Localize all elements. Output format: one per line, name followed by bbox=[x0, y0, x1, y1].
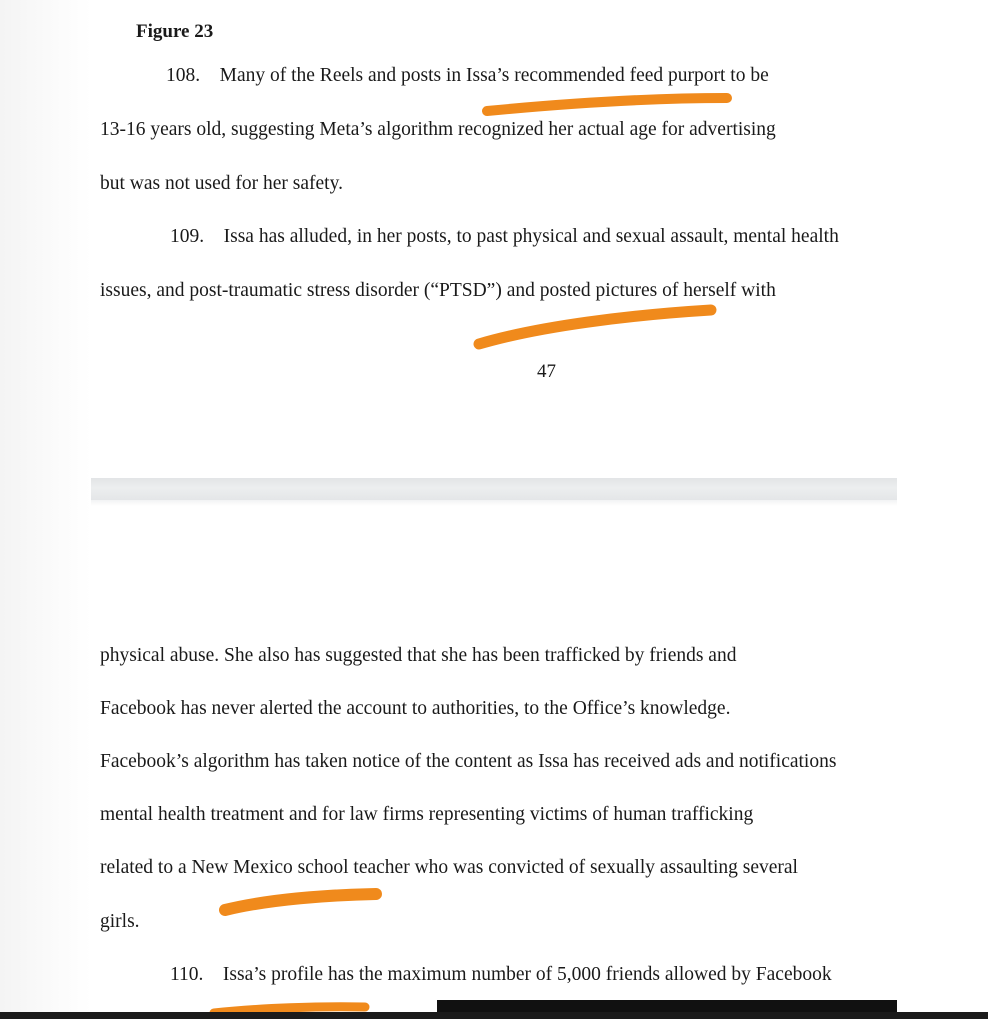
paragraph-109-line-1: 109. Issa has alluded, in her posts, to past physical and sexual assault, mental health bbox=[170, 226, 839, 247]
paragraph-108-line-2: 13-16 years old, suggesting Meta’s algorithm recognized her actual age for advertising bbox=[100, 119, 776, 140]
continuation-line-4: mental health treatment and for law firms representing victims of human trafficking bbox=[100, 804, 754, 825]
paragraph-110-line-1: 110. Issa’s profile has the maximum number of 5,000 friends allowed by Facebook bbox=[170, 964, 832, 985]
continuation-line-1: physical abuse. She also has suggested that she has been trafficked by friends and bbox=[100, 645, 737, 666]
continuation-line-2: Facebook has never alerted the account to authorities, to the Office’s knowledge. bbox=[100, 698, 731, 719]
page-break-separator bbox=[91, 478, 897, 500]
page-break-shadow bbox=[91, 500, 897, 506]
bottom-dark-bar bbox=[0, 1012, 988, 1019]
continuation-line-3: Facebook’s algorithm has taken notice of the content as Issa has received ads and notifications bbox=[100, 751, 837, 772]
paragraph-109-line-2: issues, and post-traumatic stress disorder (“PTSD”) and posted pictures of herself with bbox=[100, 280, 776, 301]
figure-title: Figure 23 bbox=[136, 21, 214, 42]
page-number: 47 bbox=[537, 361, 556, 382]
continuation-line-6: girls. bbox=[100, 911, 140, 932]
continuation-line-5: related to a New Mexico school teacher who was convicted of sexually assaulting several bbox=[100, 857, 798, 878]
paragraph-108-line-1: 108. Many of the Reels and posts in Issa’s recommended feed purport to be bbox=[166, 65, 769, 86]
paragraph-108-line-3: but was not used for her safety. bbox=[100, 173, 343, 194]
